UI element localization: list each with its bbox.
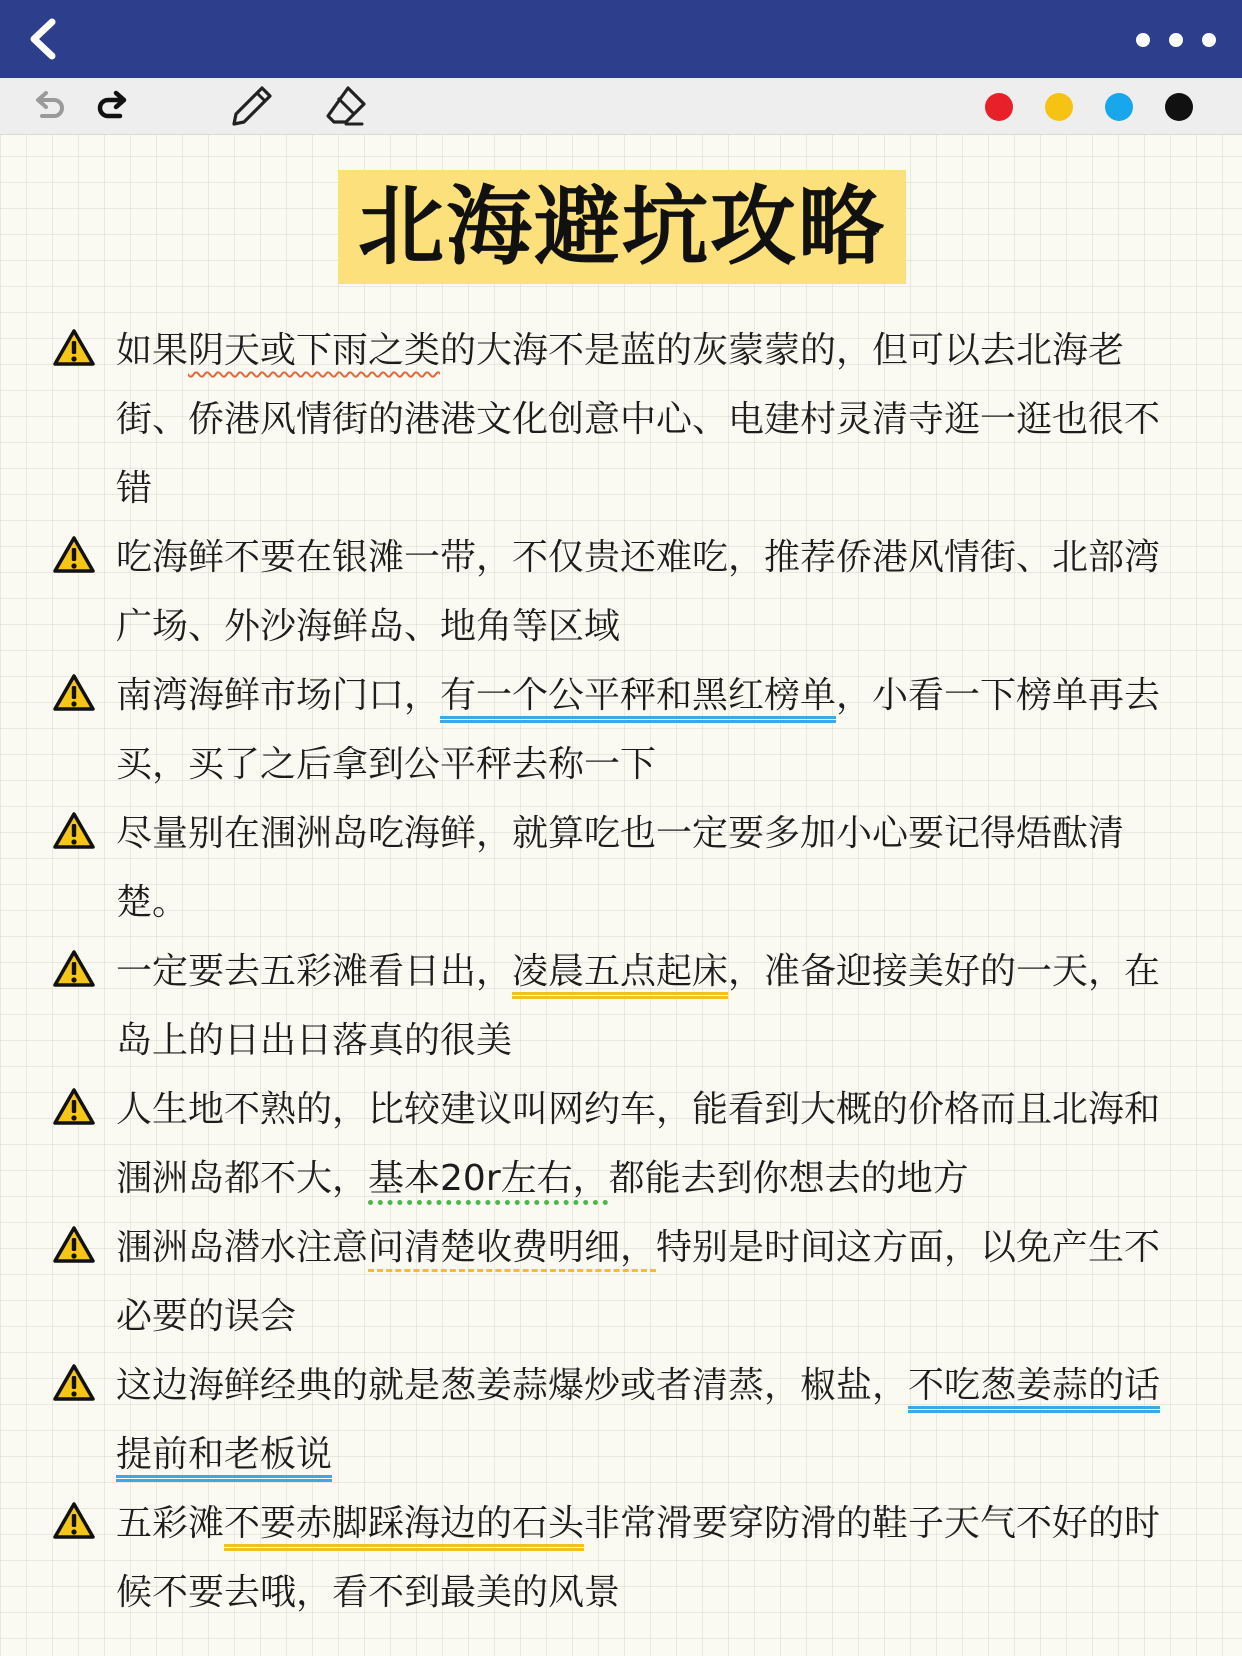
undo-button[interactable]: [26, 84, 70, 128]
warning-icon: [52, 811, 96, 851]
highlighted-text: 凌晨五点起床: [512, 951, 729, 992]
tip-item: [0, 1351, 1242, 1489]
eraser-button[interactable]: [322, 82, 370, 130]
highlighted-text: 不吃葱姜蒜的话提前和老板说: [116, 1365, 1161, 1475]
tip-text-segment: 一定要去五彩滩看日出，: [116, 951, 513, 992]
redo-icon: [92, 84, 136, 128]
tip-item: [0, 1489, 1242, 1627]
tip-text-segment: 非常滑要穿防滑的鞋子天气不好的时候不要去哦，看不到最美的风景: [116, 1503, 1161, 1613]
tip-text: [116, 1089, 1160, 1201]
tip-text-segment: 特别是时间这方面，以免产生不必要的误会: [116, 1227, 1161, 1337]
tip-text-segment: 涠洲岛潜水注意: [116, 1227, 369, 1268]
tip-text-segment: 的大海不是蓝的灰蒙蒙的，但可以去北海老街、侨港风情街的港港文化创意中心、电建村灵清寺逛一逛也很不错: [116, 330, 1161, 509]
tip-text: [116, 813, 1124, 923]
tip-item: [0, 937, 1242, 1075]
more-button[interactable]: [1136, 22, 1216, 58]
pencil-icon: [228, 82, 276, 130]
tip-text: [116, 675, 1160, 785]
tip-item: [0, 661, 1242, 799]
warning-icon: [52, 1225, 96, 1265]
warning-icon: [52, 535, 96, 575]
tip-text: [116, 537, 1160, 647]
highlighted-text: 有一个公平秤和黑红榜单: [440, 675, 837, 716]
warning-icon: [52, 673, 96, 713]
tip-text-segment: 这边海鲜经典的就是葱姜蒜爆炒或者清蒸，椒盐，: [116, 1365, 909, 1406]
tip-text-segment: 尽量别在涠洲岛吃海鲜，就算吃也一定要多加小心要记得焐酞清楚。: [116, 813, 1125, 923]
tips-list: [0, 316, 1242, 1627]
eraser-icon: [322, 82, 370, 130]
tip-text: [116, 1365, 1160, 1477]
color-red[interactable]: [985, 93, 1013, 121]
tip-item: [0, 523, 1242, 661]
back-button[interactable]: [22, 14, 66, 64]
highlighted-text: 不要赤脚踩海边的石头: [224, 1503, 585, 1544]
page-title: 北海避坑攻略: [358, 177, 886, 277]
tip-text-segment: ，小看一下榜单再去买，买了之后拿到公平秤去称一下: [116, 675, 1161, 785]
tip-text: [116, 1227, 1160, 1337]
top-bar: [0, 0, 1242, 78]
tip-item: [0, 1075, 1242, 1213]
pencil-button[interactable]: [228, 82, 276, 130]
undo-icon: [26, 84, 70, 128]
tip-text-segment: 都能去到你想去的地方: [608, 1158, 969, 1199]
tip-item: [0, 1213, 1242, 1351]
tip-text-segment: 如果: [116, 330, 189, 371]
tip-text: [116, 951, 1160, 1061]
chevron-left-icon: [22, 14, 66, 64]
tip-item: [0, 799, 1242, 937]
title-highlight: [338, 170, 906, 284]
warning-icon: [52, 949, 96, 989]
highlighted-text: 问清楚收费明细，: [368, 1227, 657, 1268]
more-dots-icon: [1136, 33, 1150, 47]
redo-button[interactable]: [92, 84, 136, 128]
tip-text: [116, 330, 1160, 509]
tip-text-segment: 吃海鲜不要在银滩一带，不仅贵还难吃，推荐侨港风情街、北部湾广场、外沙海鲜岛、地角等区域: [116, 537, 1161, 647]
highlighted-text: 基本20r左右，: [368, 1158, 609, 1199]
tip-text-segment: 五彩滩: [116, 1503, 225, 1544]
tip-text-segment: 人生地不熟的，比较建议叫网约车，能看到大概的价格而且北海和涠洲岛都不大，: [116, 1089, 1161, 1199]
color-black[interactable]: [1165, 93, 1193, 121]
tip-text-segment: ，准备迎接美好的一天，在岛上的日出日落真的很美: [116, 951, 1161, 1061]
color-yellow[interactable]: [1045, 93, 1073, 121]
color-blue[interactable]: [1105, 93, 1133, 121]
warning-icon: [52, 328, 96, 368]
warning-icon: [52, 1501, 96, 1541]
tip-item: [0, 316, 1242, 523]
tip-text: [116, 1503, 1160, 1613]
warning-icon: [52, 1363, 96, 1403]
warning-icon: [52, 1087, 96, 1127]
tip-text-segment: 南湾海鲜市场门口，: [116, 675, 441, 716]
highlighted-text: 阴天或下雨之类: [188, 330, 441, 371]
